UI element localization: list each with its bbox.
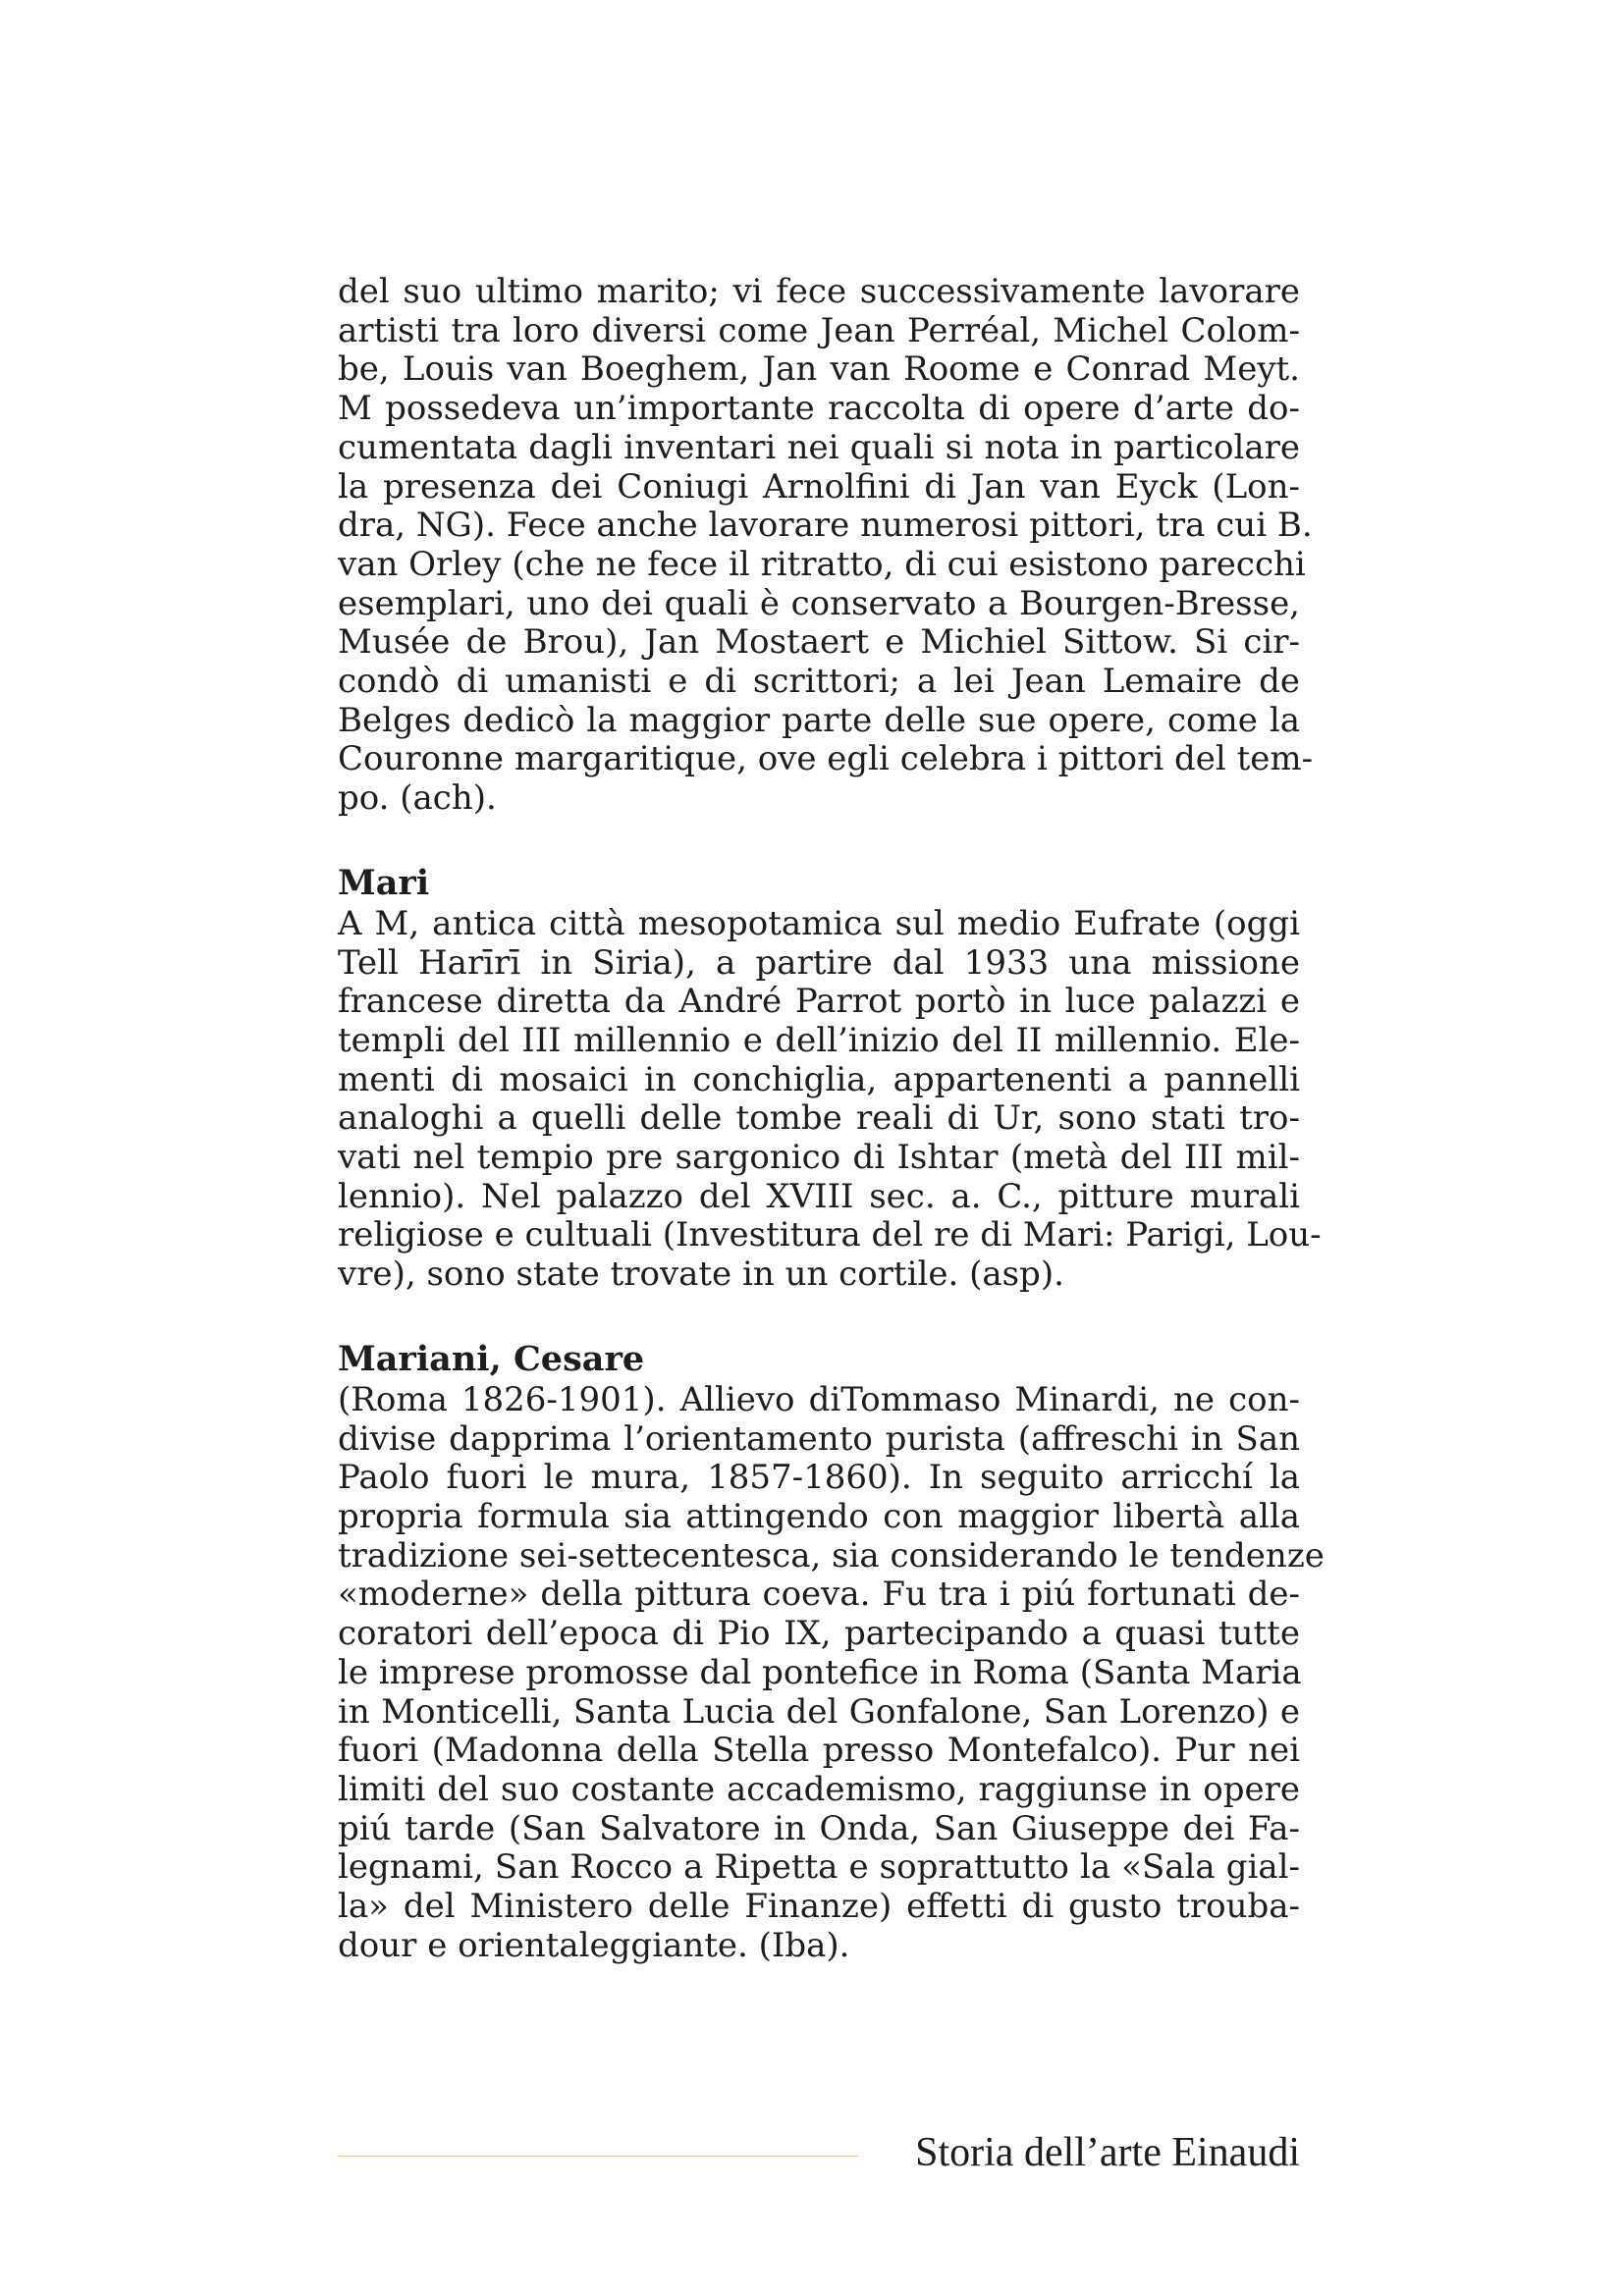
- page-footer: [338, 2128, 1300, 2177]
- text-line: la presenza dei Coniugi Arnolfini di Jan van Eyck (Lon-: [338, 466, 1300, 507]
- text-line: limiti del suo costante accademismo, raggiunse in opere: [338, 1769, 1300, 1809]
- text-line: po. (ach).: [338, 778, 497, 819]
- text-line: legnami, San Rocco a Ripetta e soprattutto la «Sala gial-: [338, 1847, 1300, 1888]
- text-line: Paolo fuori le mura, 1857-1860). In seguito arricchí la: [338, 1458, 1300, 1498]
- text-line: Tell Harīrī in Siria), a partire dal 1933 una missione: [338, 942, 1300, 983]
- text-line: dour e orientaleggiante. (Iba).: [338, 1925, 850, 1965]
- entry-continuation-paragraph: [338, 272, 1314, 819]
- text-line: (Roma 1826-1901). Allievo diTommaso Minardi, ne con-: [338, 1379, 1300, 1419]
- text-line: coratori dell’epoca di Pio IX, partecipando a quasi tutte: [338, 1614, 1300, 1654]
- entry-heading-mari: Mari: [338, 862, 430, 903]
- footer-rule: [338, 2156, 858, 2157]
- text-line: tradizione sei-settecentesca, sia considerando le tendenze: [338, 1535, 1325, 1575]
- text-line: la» del Ministero delle Finanze) effetti di gusto trouba-: [338, 1887, 1300, 1927]
- text-line: van Orley (che ne fece il ritratto, di cui esistono parecchi: [338, 544, 1306, 584]
- text-line: dra, NG). Fece anche lavorare numerosi pittori, tra cui B.: [338, 506, 1313, 546]
- entry-heading-mariani-cesare: Mariani, Cesare: [338, 1338, 645, 1379]
- text-line: A M, antica città mesopotamica sul medio Eufrate (oggi: [338, 903, 1300, 943]
- text-line: in Monticelli, Santa Lucia del Gonfalone, San Lorenzo) e: [338, 1691, 1300, 1732]
- text-line: lennio). Nel palazzo del XVIII sec. a. C., pitture murali: [338, 1176, 1300, 1216]
- text-line: menti di mosaici in conchiglia, appartenenti a pannelli: [338, 1059, 1300, 1099]
- text-line: le imprese promosse dal pontefice in Roma (Santa Maria: [338, 1652, 1302, 1692]
- text-line: M possedeva un’importante raccolta di opere d’arte do-: [338, 389, 1300, 429]
- text-column: [338, 272, 1325, 1965]
- footer-title: Storia dell’arte Einaudi: [915, 2130, 1300, 2175]
- text-line: fuori (Madonna della Stella presso Montefalco). Pur nei: [338, 1731, 1300, 1771]
- text-line: religiose e cultuali (Investitura del re di Mari: Parigi, Lou-: [338, 1215, 1322, 1255]
- text-line: del suo ultimo marito; vi fece successivamente lavorare: [338, 272, 1300, 311]
- text-line: condò di umanisti e di scrittori; a lei Jean Lemaire de: [338, 662, 1300, 702]
- text-line: Belges dedicò la maggior parte delle sue opere, come la: [338, 700, 1300, 740]
- text-line: vati nel tempio pre sargonico di Ishtar (metà del III mil-: [338, 1138, 1300, 1178]
- text-line: piú tarde (San Salvatore in Onda, San Giuseppe dei Fa-: [338, 1808, 1300, 1848]
- text-line: esemplari, uno dei quali è conservato a Bourgen-Bresse,: [338, 583, 1300, 623]
- text-line: cumentata dagli inventari nei quali si nota in particolare: [338, 427, 1300, 467]
- text-line: Musée de Brou), Jan Mostaert e Michiel Sittow. Si cir-: [338, 622, 1300, 663]
- text-line: analoghi a quelli delle tombe reali di Ur, sono stati tro-: [338, 1098, 1300, 1139]
- text-line: «moderne» della pittura coeva. Fu tra i piú fortunati de-: [338, 1575, 1300, 1615]
- text-line: propria formula sia attingendo con maggior libertà alla: [338, 1496, 1300, 1536]
- entry-paragraph-mariani-cesare: [338, 1379, 1325, 1966]
- text-line: vre), sono state trovate in un cortile. (asp).: [338, 1255, 1064, 1295]
- entry-paragraph-mari: [338, 903, 1322, 1295]
- text-line: Couronne margaritique, ove egli celebra i pittori del tem-: [338, 739, 1314, 779]
- text-line: divise dapprima l’orientamento purista (affreschi in San: [338, 1418, 1300, 1459]
- text-line: be, Louis van Boeghem, Jan van Roome e Conrad Meyt.: [338, 349, 1300, 390]
- text-line: artisti tra loro diversi come Jean Perréal, Michel Colom-: [338, 310, 1300, 350]
- text-line: francese diretta da André Parrot portò in luce palazzi e: [338, 982, 1300, 1022]
- text-line: templi del III millennio e dell’inizio del II millennio. Ele-: [338, 1020, 1300, 1060]
